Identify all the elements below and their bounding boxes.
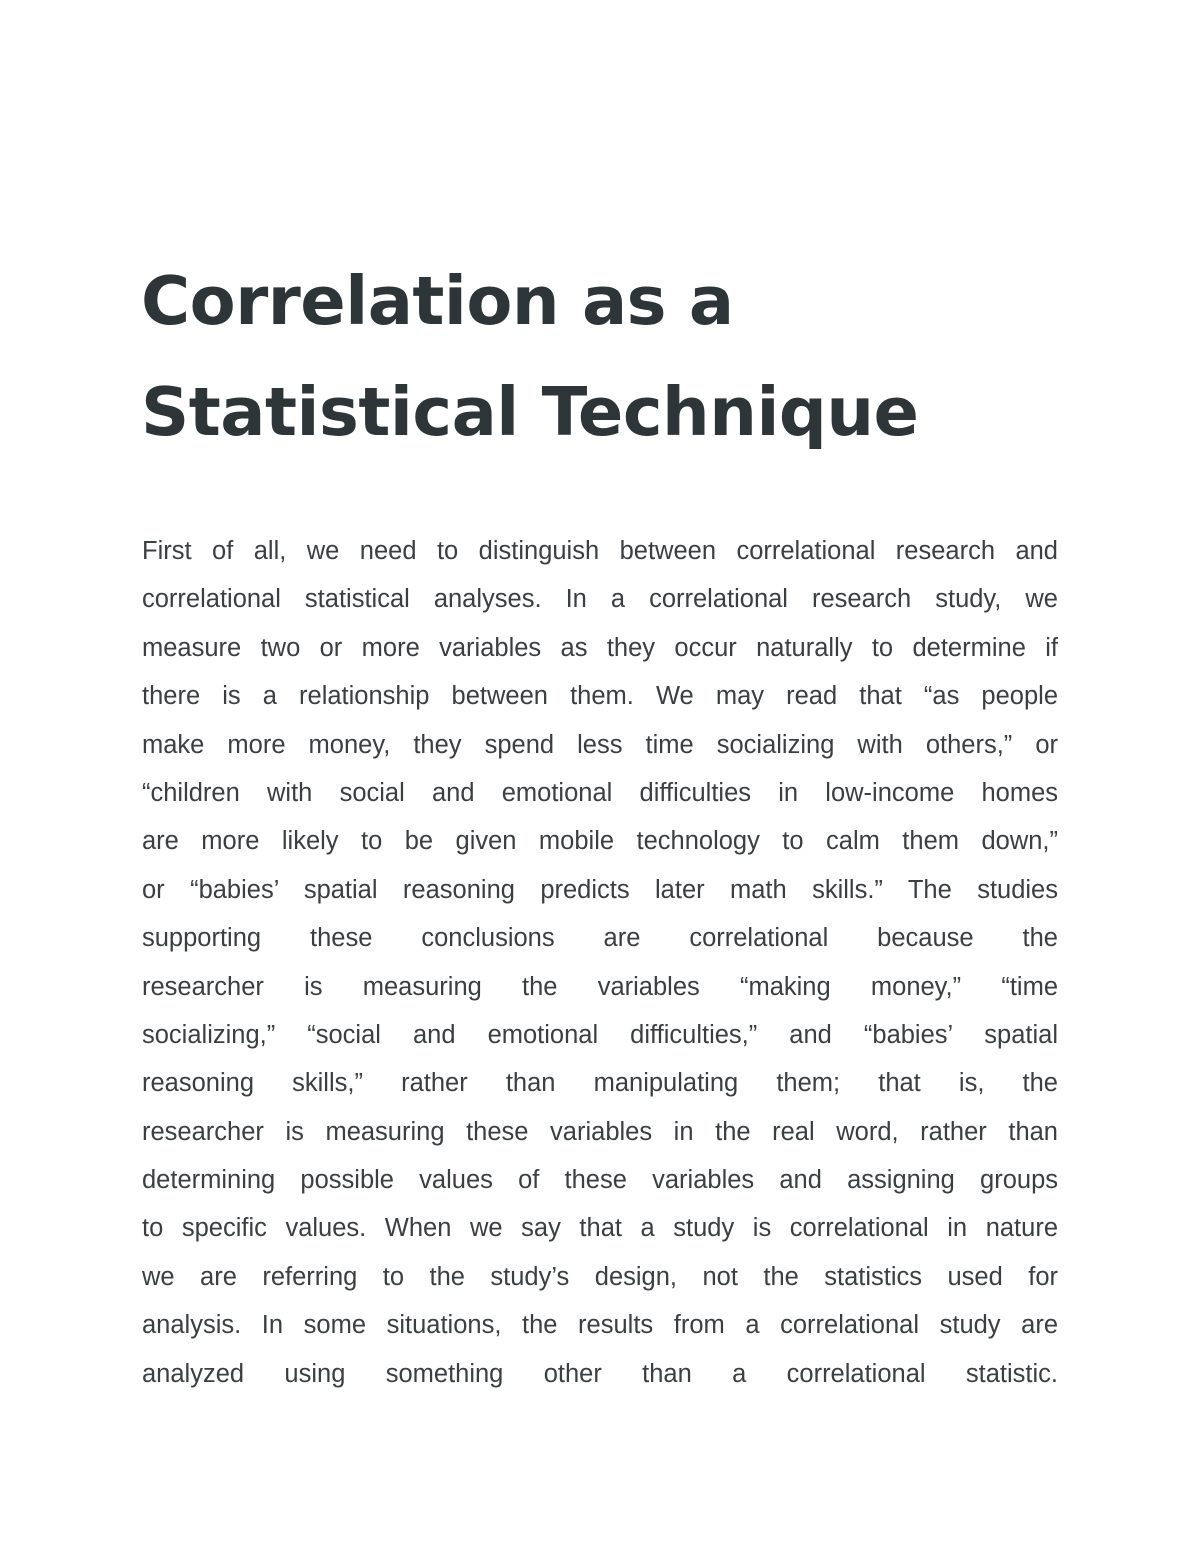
body-line: measure two or more variables as they occur naturally to determine if: [142, 633, 1058, 662]
body-line: we are referring to the study’s design, not the statistics used for: [142, 1262, 1058, 1291]
body-line: researcher is measuring these variables in the real word, rather than: [142, 1117, 1058, 1146]
title-line-2: Statistical Technique: [141, 373, 919, 451]
body-line: supporting these conclusions are correlational because the: [142, 924, 1058, 953]
body-line: make more money, they spend less time socializing with others,” or: [142, 730, 1058, 759]
body-line: researcher is measuring the variables “making money,” “time: [142, 972, 1058, 1001]
body-line: to specific values. When we say that a study is correlational in nature: [142, 1214, 1058, 1243]
page-title: [141, 246, 1061, 468]
body-line: or “babies’ spatial reasoning predicts later math skills.” The studies: [142, 875, 1058, 904]
body-line: there is a relationship between them. We may read that “as people: [142, 682, 1058, 711]
body-line: analyzed using something other than a correlational statistic.: [142, 1359, 1058, 1388]
body-paragraph: [142, 527, 1058, 1398]
body-line: are more likely to be given mobile technology to calm them down,”: [142, 827, 1058, 856]
body-line: reasoning skills,” rather than manipulating them; that is, the: [142, 1069, 1058, 1098]
body-line: socializing,” “social and emotional difficulties,” and “babies’ spatial: [142, 1020, 1058, 1049]
body-line: determining possible values of these variables and assigning groups: [142, 1166, 1058, 1195]
body-line: correlational statistical analyses. In a correlational research study, we: [142, 585, 1058, 614]
body-line: analysis. In some situations, the results from a correlational study are: [142, 1311, 1058, 1340]
title-line-1: Correlation as a: [141, 262, 734, 340]
body-line: First of all, we need to distinguish between correlational research and: [142, 537, 1058, 565]
body-line: “children with social and emotional difficulties in low-income homes: [142, 778, 1058, 807]
